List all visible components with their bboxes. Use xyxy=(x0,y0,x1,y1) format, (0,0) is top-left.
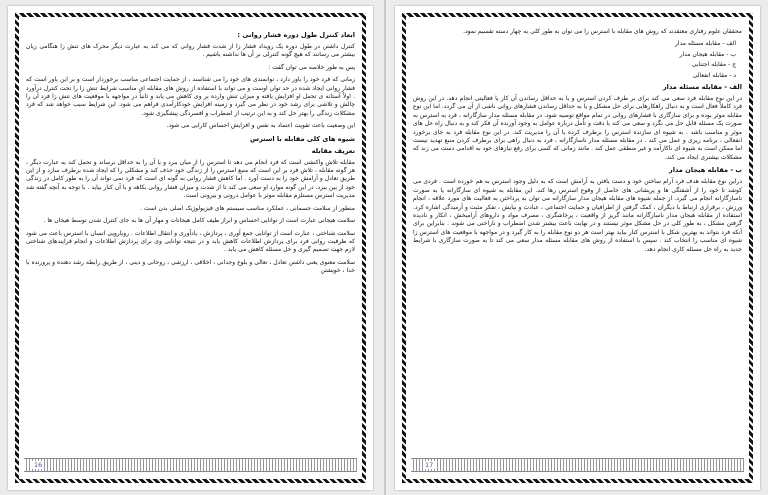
decorative-footer xyxy=(24,458,357,472)
section-heading: ابعاد کنترل طول دوره فشار روانی : xyxy=(237,31,355,39)
paragraph: سلامت معنوی یعنی داشتن تعادل ، تعالی و بلوغ وجدانی ، اخلاقی ، ارزشی ، روحانی و دینی ، از طریق رابطه رشد دهنده و پرورنده با خدا ، خویشتن xyxy=(26,258,355,275)
paragraph: منظور از سلامت جسمانی ، عملکرد مناسب سیستم های فیزیولوژیک اصلی بدن است . xyxy=(140,204,355,212)
section-heading: شیوه های کلی مقابله با استرس xyxy=(249,134,355,143)
page-16 xyxy=(8,6,373,490)
page-16-content xyxy=(26,28,355,456)
paragraph: پس به طور خلاصه می توان گفت : xyxy=(268,63,355,71)
decorative-footer xyxy=(411,458,744,472)
paragraph: در این نوع مقابله فرد سعی می کند برای بر طرف کردن استرس و یا به حداقل رساندن آن کار یا فعالیتی انجام دهد. در این روش فرد کاملاً فعال است و به دنبال راهکارهایی برای حل مشکل و یا به حداقل رساندن فشارهای روانی ناشی از آن می گردد. اما این نوع مقابله موثر بوده و برای سازگاری با فشارهای روانی در تمام مواقع توصیه شود. در مقابله مسئله مدار سازگارانه ، فرد به استرس به صورت یک مسئله قابل حل می نگرد و سعی می کند با دقت و تأمل درباره عوامل به وجود آورنده آن فکر کند و به دنبال راه حل های موثر و مناسب باشد . به شیوه ای سازنده استرس را برطرف کرده یا آن را مدیریت کند. در این نوع مقابله فرد به جای برخورد انفعالی ، برنامه ریزی و عمل می کند . در مقابله مسئله مدار ناسازگارانه ، فرد به دنبال راهی برای برطرف کردن منبع تهدید نیست اما ممکن است به شیوه ای ناکارآمد و غیر منطقی عمل کند . مانند زمانی که کسی برای رفع نیازهای خود به اقدامی دست می زند که مشکلات بیشتری ایجاد می کند. xyxy=(413,95,742,161)
page-number: 17 xyxy=(425,461,434,469)
paragraph: سلامت هیجانی عبارت است از توانایی احساس و ابراز طیف کامل هیجانات و مهار آن ها به جای کنترل شدن توسط هیجان ها . xyxy=(43,217,355,225)
list-item: د - مقابله انفعالی xyxy=(692,71,736,79)
section-heading: ب - مقابله هیجان مدار xyxy=(668,166,742,175)
paragraph: کنترل داشتن در طول دوره یک رویداد فشار زا از شدت فشار روانی که می کند به عبارت دیگر محرک های تنش زا هنگامی زیان بیشتر می رسانند که هیچ گونه کنترلی بر آن ها نداشته باشیم . xyxy=(26,43,355,59)
paragraph: دراین نوع مقابله هدف فرد آرام ساختن خود و دست یافتن به آرامش است که به دلیل وجود استرس به هم خورده است . فردی می کوشد تا خود را از آشفتگی ها و پریشانی های حاصل از وقوع استرس رها کند. این مقابله به شیوه ای سازگارانه یا به صورت ناسازگارانه انجام می گیرد. از جمله شیوه های مقابله هیجان مدار سازگارانه می توان به پرداختن به فعالیت های مورد علاقه ، انجام ورزش ، برقراری ارتباط با دیگران ، کمک گرفتن از اطرافیان و حمایت اجتماعی ، عبادت و نیایش ، تفکر مثبت و آرمیدگی اشاره کرد. استفاده از مقابله هیجان مدار ناسازگارانه مانند گریز از واقعیت ، پرخاشگری ، مصرف مواد و داروهای آرامبخش ، انکار و نادیده گرفتن مشکل ، به طور کلی در حل مشکل موثر نیستند و در نهایت باعث بیشتر شدن اضطراب و ناراحتی می شوند . بنابراین برای آنکه فرد بتواند به بهترین شکل با استرس کنار بیاید بهتر است هر دو نوع مقابله را به کار گیرد و در مواجهه با موقعیت های استرس زا شیوه ای مناسب را انتخاب کند . سپس با استفاده از روش های مقابله مسئله مدار سعی می کند تا به صورت سازگاری با شرایط جدید به راه حل مسئله کاری انجام دهد. xyxy=(413,178,742,253)
paragraph: مقابله تلاش واکنشی است که فرد انجام می دهد تا استرس را از میان ببرد و یا آن را به حداقل برساند و تحمل کند به عبارت دیگر ، هر گونه مقابله ، تلاش فرد بر این است که منبع استرس را از زندگی خود حذف کند و مشکلی را که ایجاد شده برطرف سازد و از این طریق تعادل و آرامش خود را به دست آورد . اما کاهش فشار روانی به گونه ای است که فرد نمی تواند آن را به طور کامل در زندگی خود از بین ببرد. در این گونه موارد او سعی می کند تا از شدت و میزان فشار روانی بکاهد و با آن کنار بیاید . با توجه به آنچه گفته شد مدیریت استرس مستلزم مقابله موثر با عوامل درونی و بیرونی است. xyxy=(26,158,355,200)
page-17 xyxy=(395,6,760,490)
list-item: الف - مقابله مسئله مدار xyxy=(675,40,736,48)
list-item: ب - مقابله هیجان مدار xyxy=(679,50,736,58)
paragraph: این وضعیت باعث تقویت اعتماد به نفس و افزایش احساس کارایی می شود. xyxy=(166,122,355,130)
page-number: 16 xyxy=(34,461,43,469)
page-divider xyxy=(384,0,386,495)
paragraph: سلامت شناختی ، عبارت است از توانایی جمع آوری ، پردازش ، یادآوری و انتقال اطلاعات . رویارویی انسان با استرس باعث می شود که ظرفیت روانی فرد برای پردازش اطلاعات کاهش یابد و در نتیجه توانایی وی برای پردازش اطلاعات و انجام فرایندهای شناختی لازم جهت تصمیم گیری و حل مسئله کاهش می یابد . xyxy=(26,229,355,254)
section-heading: الف - مقابله مسئله مدار xyxy=(662,83,742,92)
paragraph: زمانی که فرد خود را باور دارد ، توانمندی های خود را می شناسند ، از حمایت اجتماعی مناسب برخوردار است و بر این باور است که فشار روانی ایجاد شده در حد توان اوست و می تواند با استفاده از روش های مقابله ای مناسب شرایط تنش زا را تحت کنترل درآورد . اولاً آستانه ی تحمل او افزایش یافته و میزان تنش وارده بر وی کاهش می یابد و ثانیاً در مواجهه با موقعیت های تنش زا فرد آن را چالش و تلاشی برای رشد خود در نظر می گیرد و زمینه افزایش خودکارآمدی فراهم می شود. این شرایط سبب خواهد شد که فرد مشکلات زندگی را بهتر حل کند و به این ترتیب از اضطراب و افسردگی پیشگیری شود. xyxy=(26,76,355,117)
subsection-heading: تعریف مقابله xyxy=(311,146,355,155)
list-item: ج - مقابله اجتنابی xyxy=(691,61,736,69)
paragraph: محققان علوم رفتاری معتقدند که روش های مقابله با استرس را می توان به طور کلی به چهار دسته تقسیم نمود. xyxy=(463,28,742,35)
page-17-content xyxy=(413,28,742,456)
